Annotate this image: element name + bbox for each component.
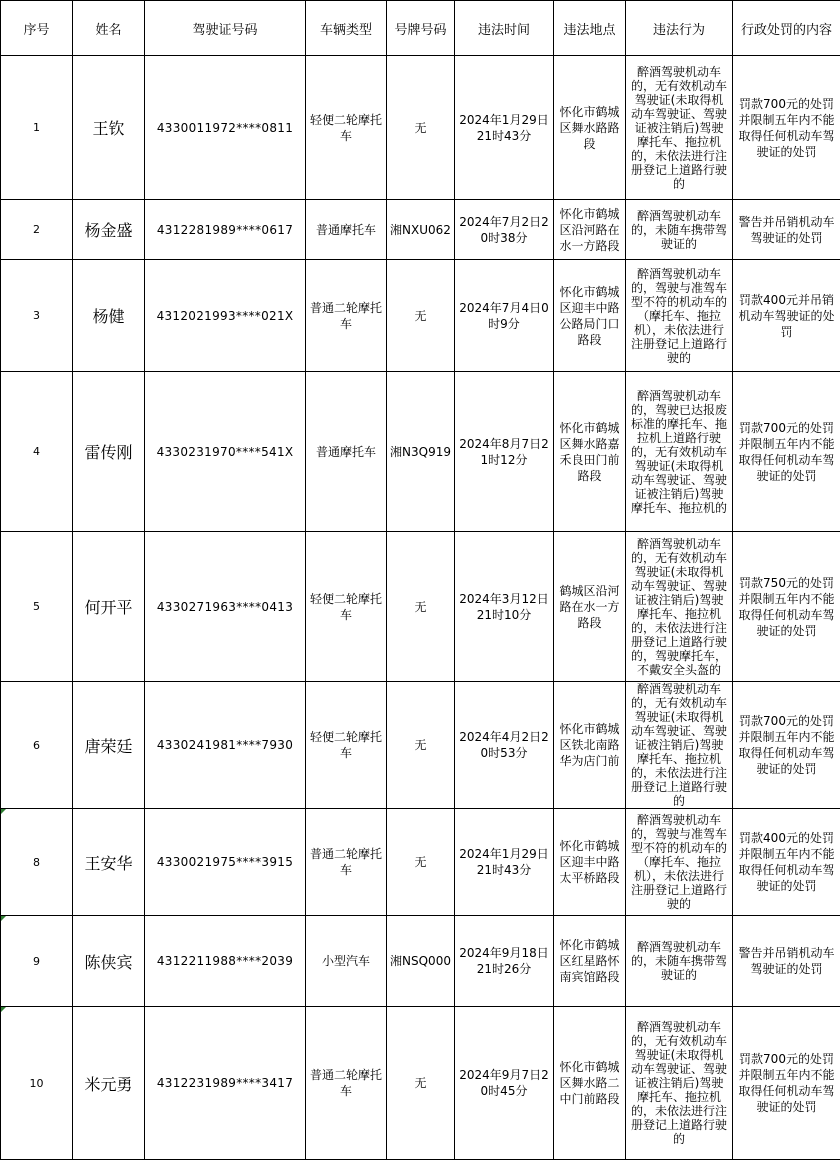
plate-number: [387, 372, 455, 532]
violation-place-text: 怀化市鹤城区沿河路在水一方路段: [556, 206, 623, 254]
vehicle-type-text: 普通摩托车: [308, 444, 384, 460]
license-number-text: 4312211988****2039: [147, 954, 303, 968]
license-number: [145, 260, 306, 372]
header-time: 违法时间: [455, 1, 554, 56]
violation-act: [626, 809, 733, 916]
license-number-text: 4330021975****3915: [147, 855, 303, 869]
violation-time-text: 2024年1月29日21时43分: [457, 846, 551, 878]
license-number-text: 4312281989****0617: [147, 223, 303, 237]
violation-place-text: 怀化市鹤城区舞水路嘉禾良田门前路段: [556, 420, 623, 484]
violation-time-text: 2024年3月12日21时10分: [457, 591, 551, 623]
person-name-text: 雷传刚: [75, 440, 142, 463]
person-name: [73, 809, 145, 916]
license-number: [145, 916, 306, 1007]
plate-number-text: 无: [389, 599, 452, 615]
vehicle-type-text: 普通二轮摩托车: [308, 1067, 384, 1099]
violation-act: [626, 372, 733, 532]
row-index-text: 6: [3, 739, 70, 752]
cell-comment-marker: [1, 916, 6, 921]
row-index: [1, 372, 73, 532]
header-place: 违法地点: [554, 1, 626, 56]
penalty-content: [733, 56, 840, 200]
violation-act-text: 醉酒驾驶机动车的，无有效机动车驾驶证(未取得机动车驾驶证、驾驶证被注销后)驾驶摩托车、拖拉机的，未依法进行注册登记上道路行驶的: [629, 65, 729, 191]
plate-number-text: 湘N3Q919: [389, 444, 452, 460]
vehicle-type-text: 普通二轮摩托车: [308, 300, 384, 332]
person-name-text: 陈侠宾: [75, 950, 142, 973]
violation-place: [554, 56, 626, 200]
row-index: [1, 682, 73, 809]
penalty-content: [733, 916, 840, 1007]
row-index-text: 4: [3, 445, 70, 458]
plate-number: [387, 1007, 455, 1160]
violation-place-text: 怀化市鹤城区舞水路二中门前路段: [556, 1059, 623, 1107]
row-index-text: 2: [3, 223, 70, 236]
violation-act-text: 醉酒驾驶机动车的，无有效机动车驾驶证(未取得机动车驾驶证、驾驶证被注销后)驾驶摩托车、拖拉机的，未依法进行注册登记上道路行驶的: [629, 682, 729, 808]
violation-time-text: 2024年7月4日0时9分: [457, 300, 551, 332]
plate-number: [387, 260, 455, 372]
person-name: [73, 260, 145, 372]
penalty-content-text: 罚款700元的处罚并限制五年内不能取得任何机动车驾驶证的处罚: [735, 713, 838, 777]
table-row: [1, 372, 840, 532]
violation-act-text: 醉酒驾驶机动车的，驾驶与准驾车型不符的机动车的（摩托车、拖拉机），未依法进行注册登记上道路行驶的: [629, 813, 729, 911]
person-name: [73, 200, 145, 260]
vehicle-type-text: 轻便二轮摩托车: [308, 591, 384, 623]
violation-act: [626, 260, 733, 372]
plate-number-text: 湘NSQ000: [389, 953, 452, 969]
header-vehicle-type: 车辆类型: [306, 1, 387, 56]
cell-comment-marker: [1, 1007, 6, 1012]
violation-act-text: 醉酒驾驶机动车的，无有效机动车驾驶证(未取得机动车驾驶证、驾驶证被注销后)驾驶摩托车、拖拉机的，未依法进行注册登记上道路行驶的，驾驶摩托车，不戴安全头盔的: [629, 537, 729, 677]
violation-time-text: 2024年7月2日20时38分: [457, 214, 551, 246]
plate-number-text: 无: [389, 737, 452, 753]
violation-place: [554, 260, 626, 372]
penalty-content: [733, 200, 840, 260]
violation-time-text: 2024年8月7日21时12分: [457, 436, 551, 468]
violation-time: [455, 260, 554, 372]
plate-number: [387, 682, 455, 809]
plate-number: [387, 200, 455, 260]
violation-act: [626, 200, 733, 260]
plate-number: [387, 56, 455, 200]
vehicle-type-text: 轻便二轮摩托车: [308, 112, 384, 144]
violation-act-text: 醉酒驾驶机动车的，无有效机动车驾驶证(未取得机动车驾驶证、驾驶证被注销后)驾驶摩托车、拖拉机的，未依法进行注册登记上道路行驶的: [629, 1020, 729, 1146]
vehicle-type: [306, 372, 387, 532]
row-index-text: 5: [3, 600, 70, 613]
penalty-content: [733, 260, 840, 372]
license-number: [145, 372, 306, 532]
row-index-text: 10: [3, 1077, 70, 1090]
license-number-text: 4330011972****0811: [147, 121, 303, 135]
row-index-text: 8: [3, 856, 70, 869]
row-index: [1, 532, 73, 682]
violation-act-text: 醉酒驾驶机动车的，驾驶已达报废标准的摩托车、拖拉机上道路行驶的，无有效机动车驾驶证(未取得机动车驾驶证、驾驶证被注销后)驾驶摩托车、拖拉机的: [629, 389, 729, 515]
violation-time: [455, 532, 554, 682]
violation-act-text: 醉酒驾驶机动车的，未随车携带驾驶证的: [629, 209, 729, 251]
plate-number-text: 湘NXU062: [389, 222, 452, 238]
violation-time: [455, 372, 554, 532]
header-plate: 号牌号码: [387, 1, 455, 56]
vehicle-type: [306, 532, 387, 682]
violation-place-text: 怀化市鹤城区舞水路路段: [556, 104, 623, 152]
violation-time: [455, 809, 554, 916]
violation-time: [455, 682, 554, 809]
plate-number: [387, 916, 455, 1007]
vehicle-type: [306, 56, 387, 200]
person-name-text: 王钦: [75, 116, 142, 139]
violation-place: [554, 916, 626, 1007]
plate-number: [387, 532, 455, 682]
license-number: [145, 1007, 306, 1160]
person-name-text: 杨金盛: [75, 218, 142, 241]
penalty-content: [733, 809, 840, 916]
vehicle-type-text: 轻便二轮摩托车: [308, 729, 384, 761]
vehicle-type: [306, 682, 387, 809]
violation-place: [554, 1007, 626, 1160]
table-row: [1, 916, 840, 1007]
penalty-content-text: 罚款400元的处罚并限制五年内不能取得任何机动车驾驶证的处罚: [735, 830, 838, 894]
header-penalty: 行政处罚的内容: [733, 1, 840, 56]
table-row: [1, 1007, 840, 1160]
violation-act: [626, 1007, 733, 1160]
person-name: [73, 916, 145, 1007]
person-name: [73, 56, 145, 200]
violation-act: [626, 532, 733, 682]
violation-place-text: 鹤城区沿河路在水一方路段: [556, 583, 623, 631]
row-index-text: 1: [3, 121, 70, 134]
license-number-text: 4312021993****021X: [147, 309, 303, 323]
table-row: [1, 200, 840, 260]
violation-place: [554, 200, 626, 260]
license-number: [145, 200, 306, 260]
license-number: [145, 682, 306, 809]
person-name-text: 唐荣廷: [75, 734, 142, 757]
table-row: [1, 56, 840, 200]
license-number-text: 4330231970****541X: [147, 445, 303, 459]
violation-act-text: 醉酒驾驶机动车的，驾驶与准驾车型不符的机动车的（摩托车、拖拉机），未依法进行注册登记上道路行驶的: [629, 267, 729, 365]
license-number: [145, 809, 306, 916]
header-name: 姓名: [73, 1, 145, 56]
row-index: [1, 916, 73, 1007]
license-number: [145, 56, 306, 200]
violation-place-text: 怀化市鹤城区迎丰中路公路局门口路段: [556, 284, 623, 348]
person-name-text: 米元勇: [75, 1072, 142, 1095]
header-act: 违法行为: [626, 1, 733, 56]
penalty-content-text: 罚款750元的处罚并限制五年内不能取得任何机动车驾驶证的处罚: [735, 575, 838, 639]
person-name-text: 何开平: [75, 595, 142, 618]
penalty-content-text: 警告并吊销机动车驾驶证的处罚: [735, 945, 838, 977]
penalty-content-text: 罚款700元的处罚并限制五年内不能取得任何机动车驾驶证的处罚: [735, 96, 838, 160]
person-name: [73, 682, 145, 809]
violation-place: [554, 809, 626, 916]
penalty-content-text: 罚款400元并吊销机动车驾驶证的处罚: [735, 292, 838, 340]
vehicle-type: [306, 260, 387, 372]
vehicle-type-text: 小型汽车: [308, 953, 384, 969]
plate-number-text: 无: [389, 120, 452, 136]
row-index-text: 3: [3, 309, 70, 322]
plate-number-text: 无: [389, 854, 452, 870]
violation-act: [626, 682, 733, 809]
plate-number: [387, 809, 455, 916]
header-row: [1, 1, 840, 56]
violation-time-text: 2024年1月29日21时43分: [457, 112, 551, 144]
vehicle-type-text: 普通二轮摩托车: [308, 846, 384, 878]
header-index: 序号: [1, 1, 73, 56]
violation-place-text: 怀化市鹤城区迎丰中路太平桥路段: [556, 838, 623, 886]
row-index: [1, 260, 73, 372]
table-row: [1, 260, 840, 372]
penalty-content: [733, 372, 840, 532]
license-number-text: 4312231989****3417: [147, 1076, 303, 1090]
violation-time: [455, 916, 554, 1007]
violation-time: [455, 56, 554, 200]
plate-number-text: 无: [389, 1075, 452, 1091]
violation-place: [554, 372, 626, 532]
table-row: [1, 682, 840, 809]
vehicle-type: [306, 1007, 387, 1160]
penalty-content: [733, 1007, 840, 1160]
penalty-content-text: 罚款700元的处罚并限制五年内不能取得任何机动车驾驶证的处罚: [735, 1051, 838, 1115]
violation-time-text: 2024年4月2日20时53分: [457, 729, 551, 761]
violation-act-text: 醉酒驾驶机动车的，未随车携带驾驶证的: [629, 940, 729, 982]
license-number-text: 4330271963****0413: [147, 600, 303, 614]
violation-time: [455, 1007, 554, 1160]
cell-comment-marker: [1, 809, 6, 814]
person-name-text: 王安华: [75, 851, 142, 874]
person-name: [73, 1007, 145, 1160]
row-index: [1, 1007, 73, 1160]
row-index: [1, 200, 73, 260]
violation-time-text: 2024年9月7日20时45分: [457, 1067, 551, 1099]
person-name-text: 杨健: [75, 304, 142, 327]
violation-place-text: 怀化市鹤城区铁北南路华为店门前: [556, 721, 623, 769]
violation-act: [626, 916, 733, 1007]
table-row: [1, 532, 840, 682]
license-number: [145, 532, 306, 682]
person-name: [73, 372, 145, 532]
header-license: 驾驶证号码: [145, 1, 306, 56]
row-index: [1, 56, 73, 200]
violation-time-text: 2024年9月18日21时26分: [457, 945, 551, 977]
plate-number-text: 无: [389, 308, 452, 324]
penalty-content-text: 警告并吊销机动车驾驶证的处罚: [735, 214, 838, 246]
table-row: [1, 809, 840, 916]
vehicle-type: [306, 200, 387, 260]
penalty-content-text: 罚款700元的处罚并限制五年内不能取得任何机动车驾驶证的处罚: [735, 420, 838, 484]
violation-time: [455, 200, 554, 260]
vehicle-type: [306, 809, 387, 916]
violation-place: [554, 682, 626, 809]
row-index-text: 9: [3, 955, 70, 968]
penalty-content: [733, 532, 840, 682]
row-index: [1, 809, 73, 916]
violation-place: [554, 532, 626, 682]
vehicle-type: [306, 916, 387, 1007]
violation-place-text: 怀化市鹤城区红星路怀南宾馆路段: [556, 937, 623, 985]
vehicle-type-text: 普通摩托车: [308, 222, 384, 238]
person-name: [73, 532, 145, 682]
violation-act: [626, 56, 733, 200]
penalty-content: [733, 682, 840, 809]
license-number-text: 4330241981****7930: [147, 738, 303, 752]
